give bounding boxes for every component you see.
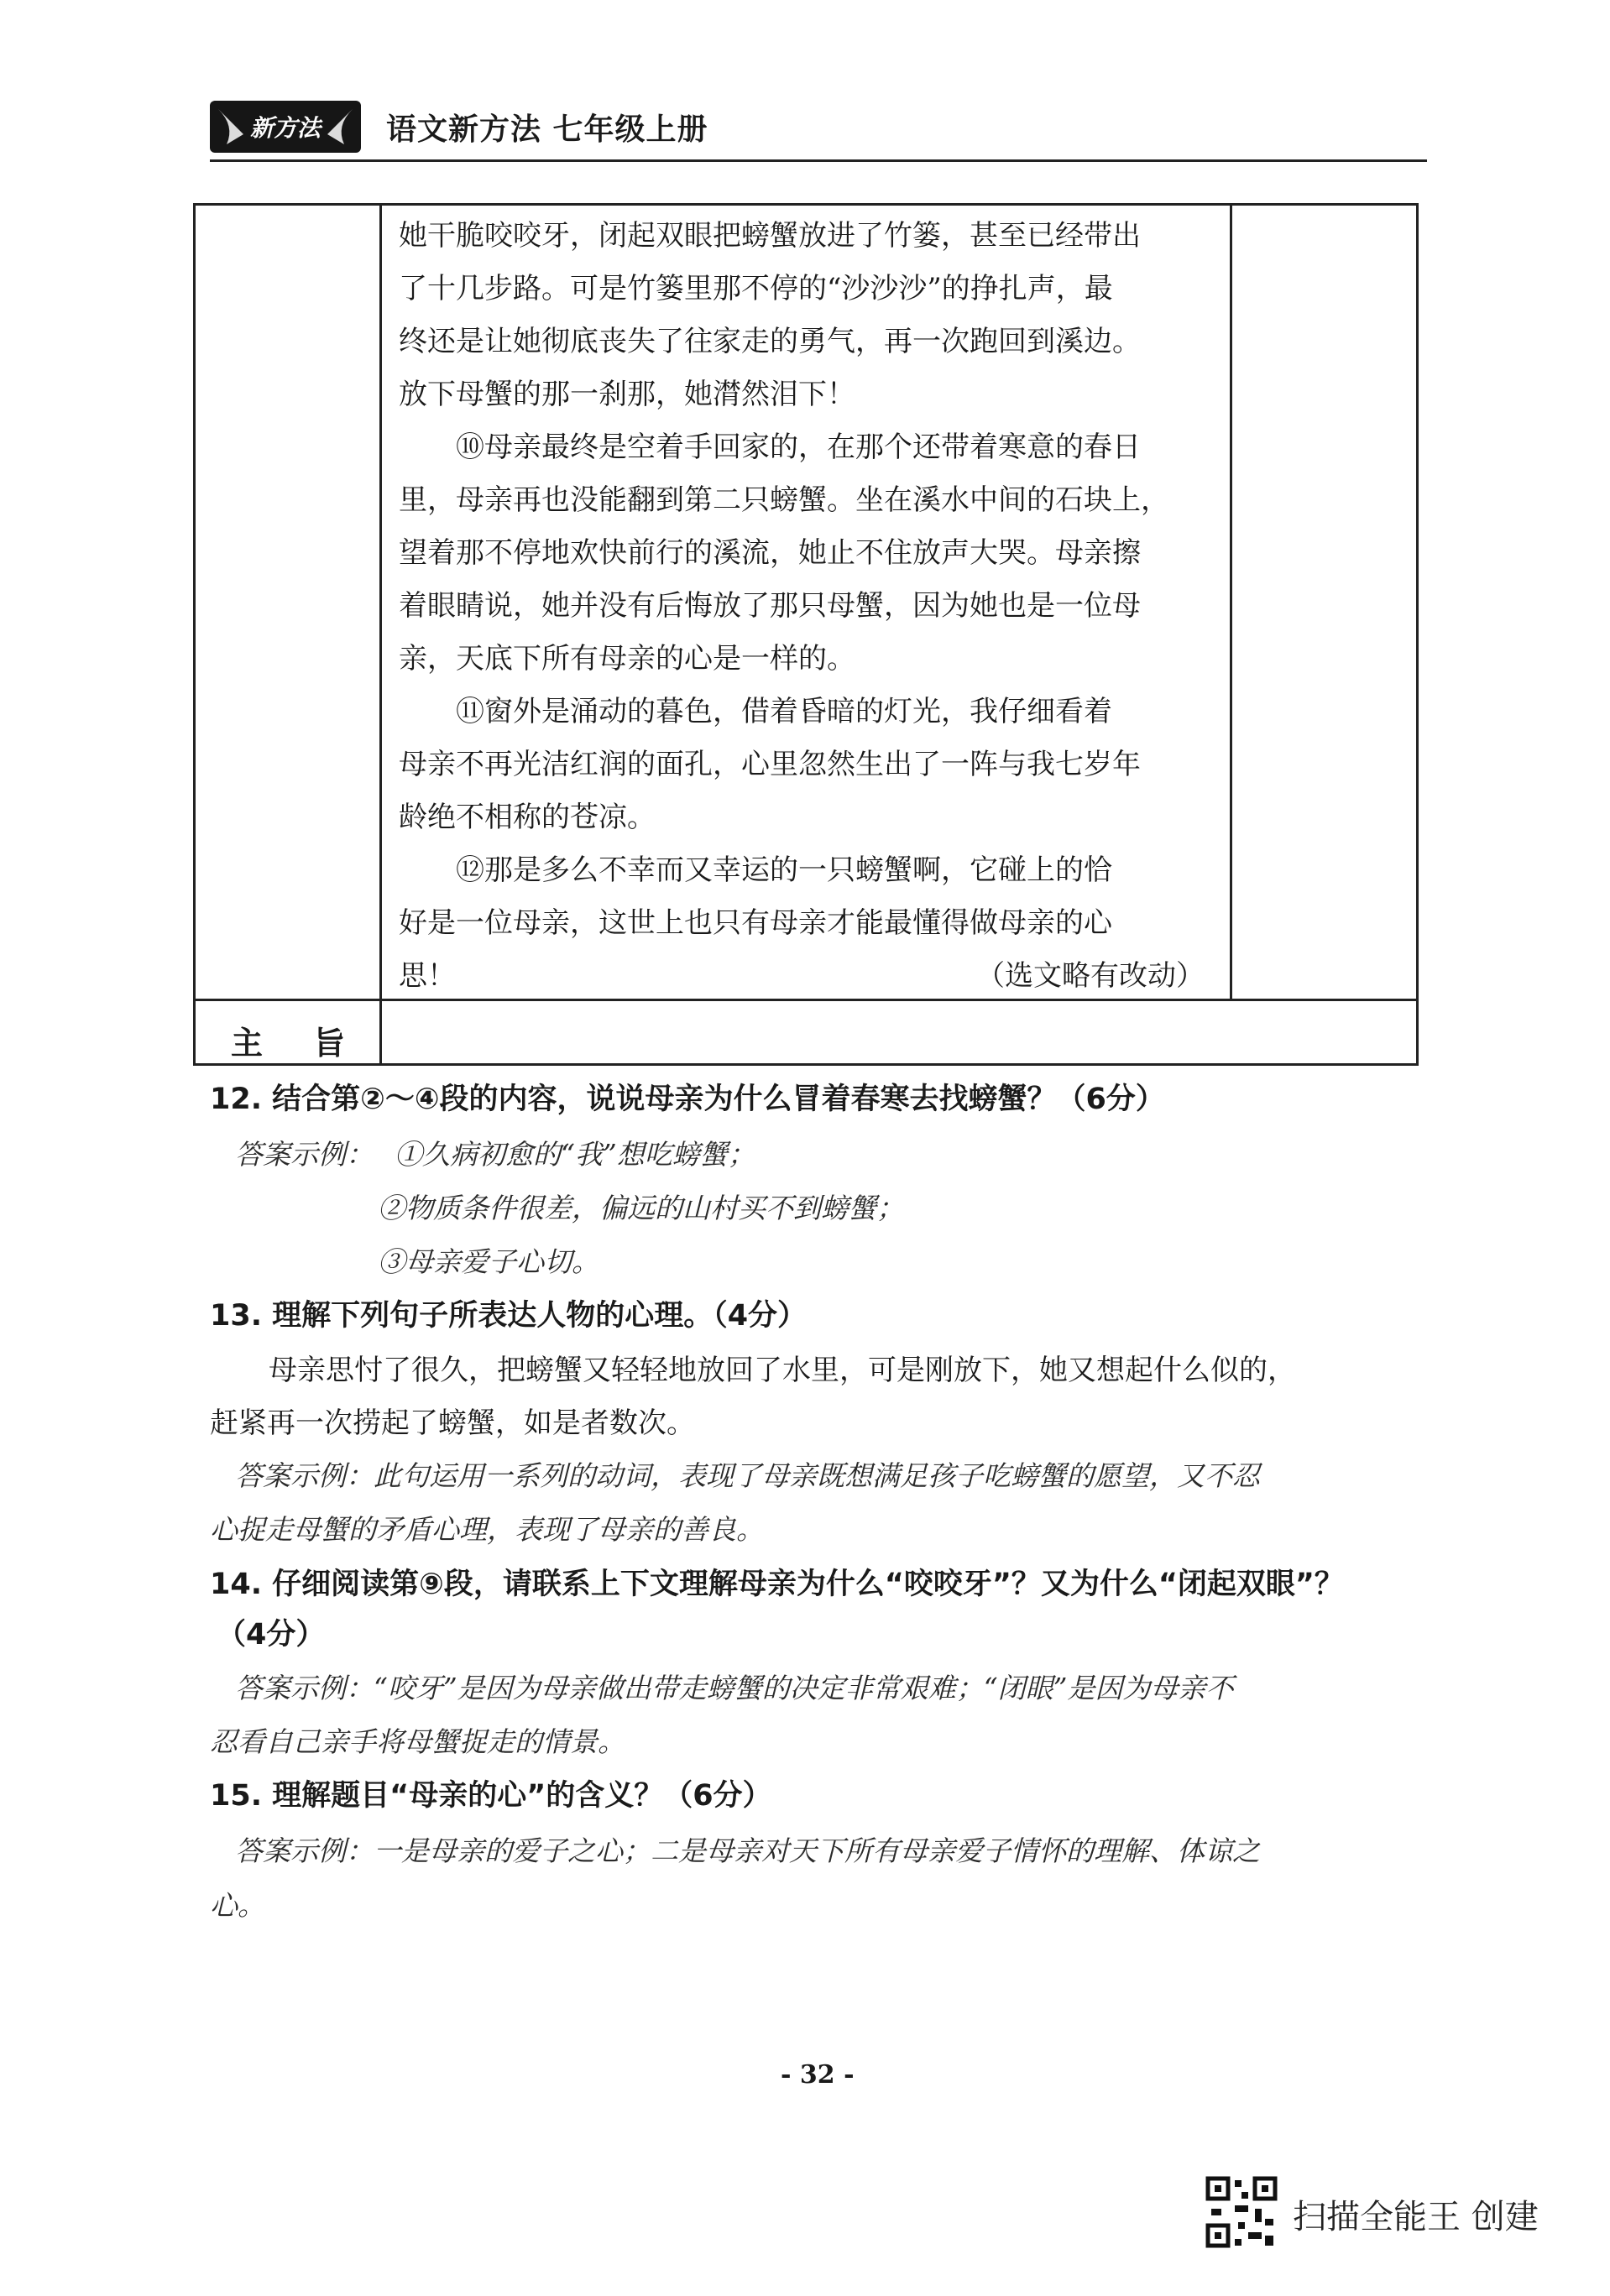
logo-text: 新方法	[249, 114, 321, 142]
publisher-logo	[210, 101, 361, 153]
question-15-answer-line-2: 心。	[210, 1889, 265, 1922]
question-13: 13. 理解下列句子所表达人物的心理。（4分）	[210, 1299, 808, 1333]
qr-code-icon	[1205, 2175, 1278, 2249]
page-number: - 32 -	[781, 2060, 855, 2090]
question-13-quote-line-1: 母亲思忖了很久，把螃蟹又轻轻地放回了水里，可是刚放下，她又想起什么似的，	[269, 1354, 1296, 1387]
question-13-answer-line-1: 答案示例：此句运用一系列的动词，表现了母亲既想满足孩子吃螃蟹的愿望，又不忍	[235, 1459, 1260, 1492]
question-14-points: （4分）	[217, 1618, 326, 1652]
table-divider-left	[379, 203, 382, 1066]
question-13-quote-line-2: 赶紧再一次捞起了螃蟹，如是者数次。	[210, 1406, 695, 1440]
question-12-answer-3: ③母亲爱子心切。	[378, 1245, 599, 1278]
theme-row-label: 主 旨	[231, 1025, 346, 1062]
question-15: 15. 理解题目“母亲的心”的含义？（6分）	[210, 1779, 772, 1813]
table-divider-right	[1230, 203, 1232, 1000]
scanner-watermark: 扫描全能王 创建	[1293, 2198, 1539, 2236]
question-14: 14. 仔细阅读第⑨段，请联系上下文理解母亲为什么“咬咬牙”？又为什么“闭起双眼”？	[210, 1568, 1344, 1601]
passage-end-line: 思！ （选文略有改动）	[399, 950, 1221, 1003]
book-title: 语文新方法 七年级上册	[386, 112, 708, 147]
question-12-answer-2: ②物质条件很差，偏远的山村买不到螃蟹；	[378, 1192, 904, 1224]
passage-paragraph-12: ⑫那是多么不幸而又幸运的一只螃蟹啊，它碰上的恰 好是一位母亲，这世上也只有母亲才能最懂得做母亲的心	[399, 853, 1112, 940]
source-note: （选文略有改动）	[976, 959, 1205, 993]
question-13-answer-line-2: 心捉走母蟹的矛盾心理，表现了母亲的善良。	[210, 1513, 764, 1546]
passage-paragraph-9: 她干脆咬咬牙，闭起双眼把螃蟹放进了竹篓，甚至已经带出 了十几步路。可是竹篓里那不停的“沙沙沙”的挣扎声，最 终还是让她彻底丧失了往家走的勇气，再一次跑回到溪边。 放下母蟹的那一刹那，她潸然泪下！	[399, 219, 1141, 411]
question-12: 12. 结合第②～④段的内容，说说母亲为什么冒着春寒去找螃蟹？（6分）	[210, 1083, 1165, 1116]
question-14-answer-line-2: 忍看自己亲手将母蟹捉走的情景。	[210, 1725, 625, 1758]
passage-paragraph-11: ⑪窗外是涌动的暮色，借着昏暗的灯光，我仔细看着 母亲不再光洁红润的面孔，心里忽然生出了一阵与我七岁年 龄绝不相称的苍凉。	[399, 695, 1141, 834]
question-12-answer-label: 答案示例：	[235, 1138, 374, 1171]
question-15-answer-line-1: 答案示例：一是母亲的爱子之心；二是母亲对天下所有母亲爱子情怀的理解、体谅之	[235, 1834, 1260, 1867]
header-divider	[210, 159, 1427, 162]
passage-paragraph-10: ⑩母亲最终是空着手回家的，在那个还带着寒意的春日 里，母亲再也没能翻到第二只螃蟹。坐在溪水中间的石块上， 望着那不停地欢快前行的溪流，她止不住放声大哭。母亲擦 着眼睛说，她并没有后悔放了那只母蟹，因为她也是一位母 亲，天底下所有母亲的心是一样的。	[399, 430, 1169, 676]
question-14-answer-line-1: 答案示例：“咬牙”是因为母亲做出带走螃蟹的决定非常艰难；“闭眼”是因为母亲不	[235, 1672, 1234, 1704]
question-12-answer-1: ①久病初愈的“我”想吃螃蟹；	[395, 1138, 755, 1171]
